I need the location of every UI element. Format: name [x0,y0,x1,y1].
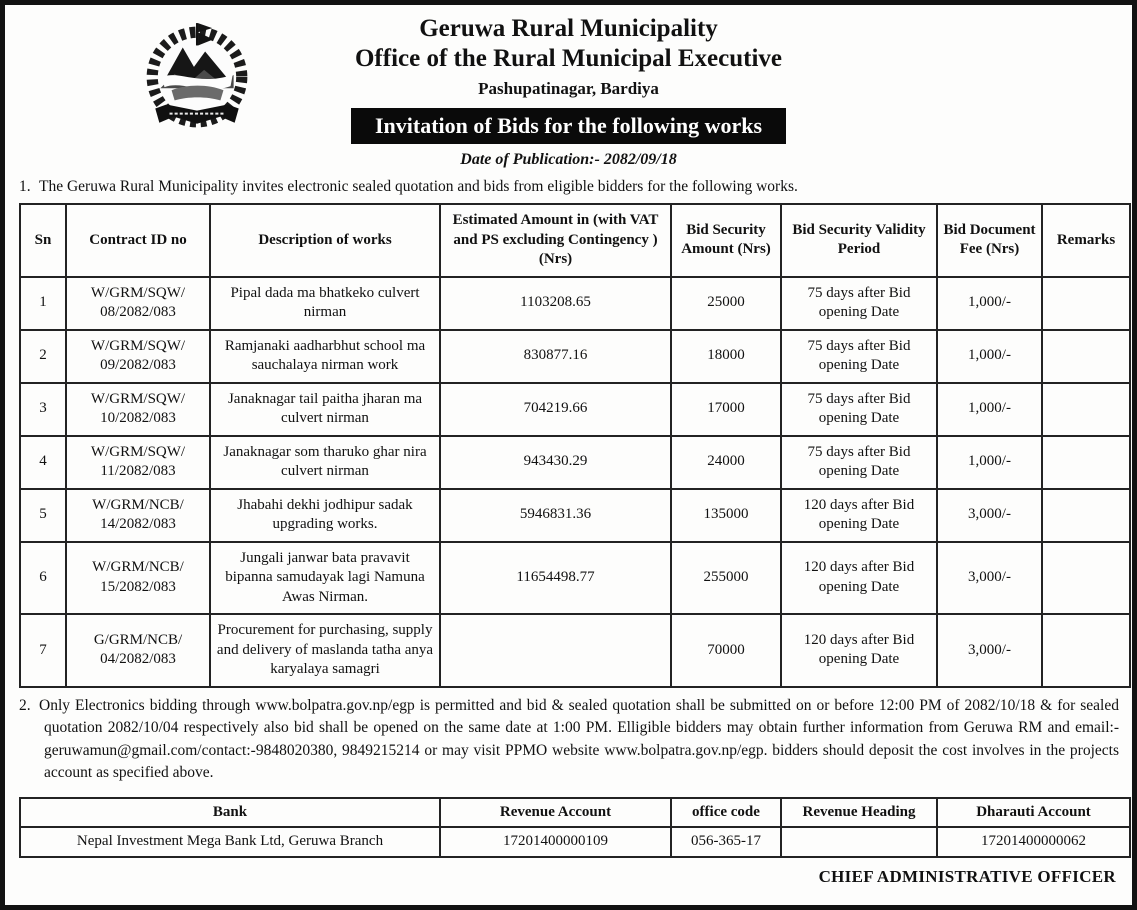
cell-fee: 3,000/- [937,489,1042,542]
signature-title: CHIEF ADMINISTRATIVE OFFICER [818,866,1116,886]
cell-bank-name: Nepal Investment Mega Bank Ltd, Geruwa Branch [20,827,440,857]
intro-paragraph [19,176,1119,198]
terms-text: Only Electronics bidding through www.bolpatra.gov.np/egp is permitted and bid & sealed quotation shall be submitted on or before 12:00 PM of 2082/10/18 & for sealed quotation 2082/10/04 respectively also bid shall be opened on the same date at 1:00 PM. Elligible bidders may obtain further information from Geruwa RM and email:- geruwamun@gmail.com/contact:-9848020380, 9849215214 or may visit PPMO website www.bolpatra.gov.np/egp. bidders should deposit the cost involves in the projects account as specified above. [39,696,1119,782]
col-header-estimated-amount: Estimated Amount in (with VAT and PS excluding Contingency ) (Nrs) [440,204,671,277]
table-row [20,436,1130,489]
cell-sn: 7 [20,614,66,687]
col-header-validity-period: Bid Security Validity Period [781,204,937,277]
cell-bid-security: 17000 [671,383,781,436]
cell-description: Jhabahi dekhi jodhipur sadak upgrading works. [210,489,440,542]
col-header-bid-security-amount: Bid Security Amount (Nrs) [671,204,781,277]
cell-description: Pipal dada ma bhatkeko culvert nirman [210,277,440,330]
cell-estimated-amount [440,614,671,687]
cell-fee: 1,000/- [937,436,1042,489]
cell-description: Procurement for purchasing, supply and delivery of maslanda tatha anya karyalaya samagri [210,614,440,687]
cell-estimated-amount: 704219.66 [440,383,671,436]
terms-number: 2. [19,696,31,714]
cell-remarks [1042,614,1130,687]
col-header-contract-id: Contract ID no [66,204,210,277]
table-row [20,542,1130,615]
cell-bid-security: 255000 [671,542,781,615]
bids-table [19,203,1131,688]
cell-sn: 1 [20,277,66,330]
cell-fee: 3,000/- [937,614,1042,687]
cell-bid-security: 135000 [671,489,781,542]
cell-contract-id: W/GRM/SQW/ 08/2082/083 [66,277,210,330]
cell-contract-id: W/GRM/NCB/ 14/2082/083 [66,489,210,542]
cell-validity: 75 days after Bid opening Date [781,383,937,436]
cell-estimated-amount: 1103208.65 [440,277,671,330]
nepal-emblem-logo [141,19,253,135]
intro-number: 1. [19,177,31,195]
cell-remarks [1042,436,1130,489]
col-header-description: Description of works [210,204,440,277]
table-row [20,330,1130,383]
cell-estimated-amount: 830877.16 [440,330,671,383]
cell-fee: 3,000/- [937,542,1042,615]
cell-contract-id: W/GRM/SQW/ 09/2082/083 [66,330,210,383]
cell-contract-id: W/GRM/SQW/ 10/2082/083 [66,383,210,436]
col-header-sn: Sn [20,204,66,277]
cell-bid-security: 70000 [671,614,781,687]
col-header-dharauti-account: Dharauti Account [937,798,1130,828]
table-row [20,614,1130,687]
cell-validity: 120 days after Bid opening Date [781,614,937,687]
cell-contract-id: W/GRM/NCB/ 15/2082/083 [66,542,210,615]
invitation-banner: Invitation of Bids for the following works [351,108,786,144]
cell-fee: 1,000/- [937,383,1042,436]
cell-bid-security: 18000 [671,330,781,383]
cell-sn: 4 [20,436,66,489]
cell-description: Janaknagar tail paitha jharan ma culvert nirman [210,383,440,436]
cell-remarks [1042,383,1130,436]
cell-remarks [1042,277,1130,330]
intro-text: The Geruwa Rural Municipality invites electronic sealed quotation and bids from eligible bidders for the following works. [39,177,798,195]
office-title: Office of the Rural Municipal Executive [354,44,782,72]
cell-contract-id: G/GRM/NCB/ 04/2082/083 [66,614,210,687]
cell-bid-security: 25000 [671,277,781,330]
cell-fee: 1,000/- [937,330,1042,383]
table-row [20,383,1130,436]
cell-remarks [1042,542,1130,615]
cell-validity: 75 days after Bid opening Date [781,436,937,489]
cell-sn: 5 [20,489,66,542]
location-line: Pashupatinagar, Bardiya [478,78,659,98]
cell-office-code: 056-365-17 [671,827,781,857]
cell-description: Jungali janwar bata pravavit bipanna samudayak lagi Namuna Awas Nirman. [210,542,440,615]
cell-description: Janaknagar som tharuko ghar nira culvert nirman [210,436,440,489]
col-header-bank: Bank [20,798,440,828]
cell-validity: 75 days after Bid opening Date [781,330,937,383]
cell-dharauti-account: 17201400000062 [937,827,1130,857]
cell-estimated-amount: 11654498.77 [440,542,671,615]
bids-table-header-row [20,204,1130,277]
cell-description: Ramjanaki aadharbhut school ma sauchalaya nirman work [210,330,440,383]
publication-date: Date of Publication:- 2082/09/18 [460,150,677,168]
cell-estimated-amount: 943430.29 [440,436,671,489]
cell-sn: 6 [20,542,66,615]
bank-table [19,797,1131,858]
cell-bid-security: 24000 [671,436,781,489]
table-row [20,489,1130,542]
cell-remarks [1042,330,1130,383]
cell-sn: 3 [20,383,66,436]
col-header-remarks: Remarks [1042,204,1130,277]
cell-contract-id: W/GRM/SQW/ 11/2082/083 [66,436,210,489]
cell-validity: 75 days after Bid opening Date [781,277,937,330]
cell-validity: 120 days after Bid opening Date [781,489,937,542]
cell-fee: 1,000/- [937,277,1042,330]
cell-revenue-account: 17201400000109 [440,827,671,857]
col-header-document-fee: Bid Document Fee (Nrs) [937,204,1042,277]
cell-remarks [1042,489,1130,542]
bank-table-header-row [20,798,1130,828]
cell-validity: 120 days after Bid opening Date [781,542,937,615]
emblem-icon [141,19,253,135]
table-row [20,827,1130,857]
col-header-office-code: office code [671,798,781,828]
table-row [20,277,1130,330]
cell-estimated-amount: 5946831.36 [440,489,671,542]
cell-revenue-heading [781,827,937,857]
cell-sn: 2 [20,330,66,383]
col-header-revenue-account: Revenue Account [440,798,671,828]
col-header-revenue-heading: Revenue Heading [781,798,937,828]
municipality-title: Geruwa Rural Municipality [419,15,718,42]
terms-paragraph [19,695,1119,785]
